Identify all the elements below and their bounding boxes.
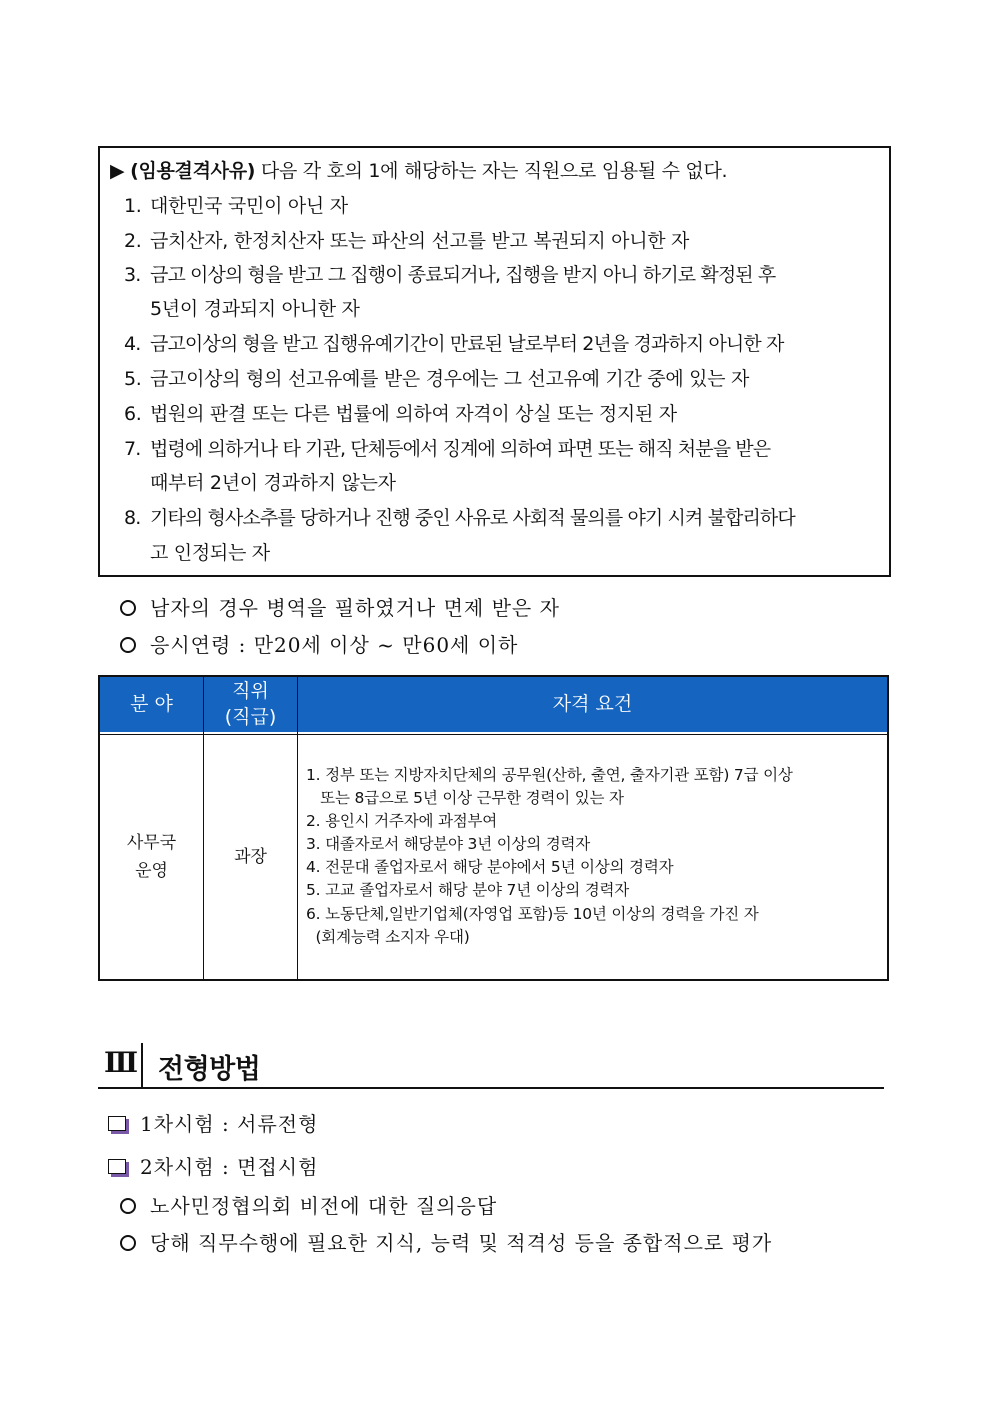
requirement-line: 4. 전문대 졸업자로서 해당 분야에서 5년 이상의 경력자 [306,858,674,876]
condition-military: 남자의 경우 병역을 필하였거나 면제 받은 자 [120,596,560,620]
stage-1: 1차시험 : 서류전형 [108,1112,318,1136]
disq-item-3: 3. 금고 이상의 형을 받고 그 집행이 종료되거나, 집행을 받지 아니 하기로 확정된 후 [124,264,776,286]
heading-text: 다음 각 호의 1에 해당하는 자는 직원으로 임용될 수 없다. [255,160,728,182]
checkbox-bullet-icon [108,1116,126,1131]
requirement-line: 1. 정부 또는 지방자치단체의 공무원(산하, 출연, 출자기관 포함) 7급 이상 [306,766,793,784]
requirement-line: (회계능력 소지자 우대) [306,928,470,946]
disq-item-7: 7. 법령에 의하거나 타 기관, 단체등에서 징계에 의하여 파면 또는 해직 처분을 받은 [124,438,771,460]
header-requirements: 자격 요건 [298,677,887,731]
heading-label: (임용결격사유) [130,160,256,182]
checkbox-bullet-icon [108,1159,126,1174]
condition-age: 응시연령 : 만20세 이상 ~ 만60세 이하 [120,633,518,657]
requirement-line: 2. 용인시 거주자에 과점부여 [306,812,498,830]
disq-item-1: 1. 대한민국 국민이 아닌 자 [124,195,348,217]
section-number: Ⅲ [104,1046,139,1079]
header-divider-2 [100,734,887,735]
interview-item-2: 당해 직무수행에 필요한 지식, 능력 및 적격성 등을 종합적으로 평가 [120,1231,772,1255]
disq-item-2: 2. 금치산자, 한정치산자 또는 파산의 선고를 받고 복권되지 아니한 자 [124,230,690,252]
header-position: 직위 (직급) [204,677,297,731]
header-field: 분 야 [100,677,203,731]
circle-bullet-icon [120,600,136,616]
column-divider [203,677,204,979]
column-divider [297,677,298,979]
requirement-line: 3. 대졸자로서 해당분야 3년 이상의 경력자 [306,835,591,853]
disq-item-6: 6. 법원의 판결 또는 다른 법률에 의하여 자격이 상실 또는 정지된 자 [124,403,677,425]
disq-item-5: 5. 금고이상의 형의 선고유예를 받은 경우에는 그 선고유예 기간 중에 있는 자 [124,368,750,390]
circle-bullet-icon [120,637,136,653]
section-underline [98,1087,884,1089]
requirement-line: 6. 노동단체,일반기업체(자영업 포함)등 10년 이상의 경력을 가진 자 [306,905,759,923]
stage-2: 2차시험 : 면접시험 [108,1155,318,1179]
disq-item-8: 8. 기타의 형사소추를 당하거나 진행 중인 사유로 사회적 물의를 야기 시켜 불합리하다 [124,507,795,529]
disq-item-3-cont: 5년이 경과되지 아니한 자 [150,298,360,320]
disq-item-7-cont: 때부터 2년이 경과하지 않는자 [150,472,396,494]
section-divider-bar [141,1043,143,1087]
interview-item-1: 노사민정협의회 비전에 대한 질의응답 [120,1194,497,1218]
requirement-line: 또는 8급으로 5년 이상 근무한 경력이 있는 자 [306,789,624,807]
disqualification-heading [110,160,727,182]
cell-position: 과장 [234,847,267,867]
circle-bullet-icon [120,1235,136,1251]
disq-item-8-cont: 고 인정되는 자 [150,542,270,564]
disq-item-4: 4. 금고이상의 형을 받고 집행유예기간이 만료된 날로부터 2년을 경과하지 아니한 자 [124,333,784,355]
triangle-bullet-icon: ▶ [110,160,125,182]
circle-bullet-icon [120,1198,136,1214]
cell-field: 사무국 운영 [126,833,177,881]
requirement-line: 5. 고교 졸업자로서 해당 분야 7년 이상의 경력자 [306,881,630,899]
section-title: 전형방법 [158,1054,261,1085]
header-divider [100,731,887,732]
